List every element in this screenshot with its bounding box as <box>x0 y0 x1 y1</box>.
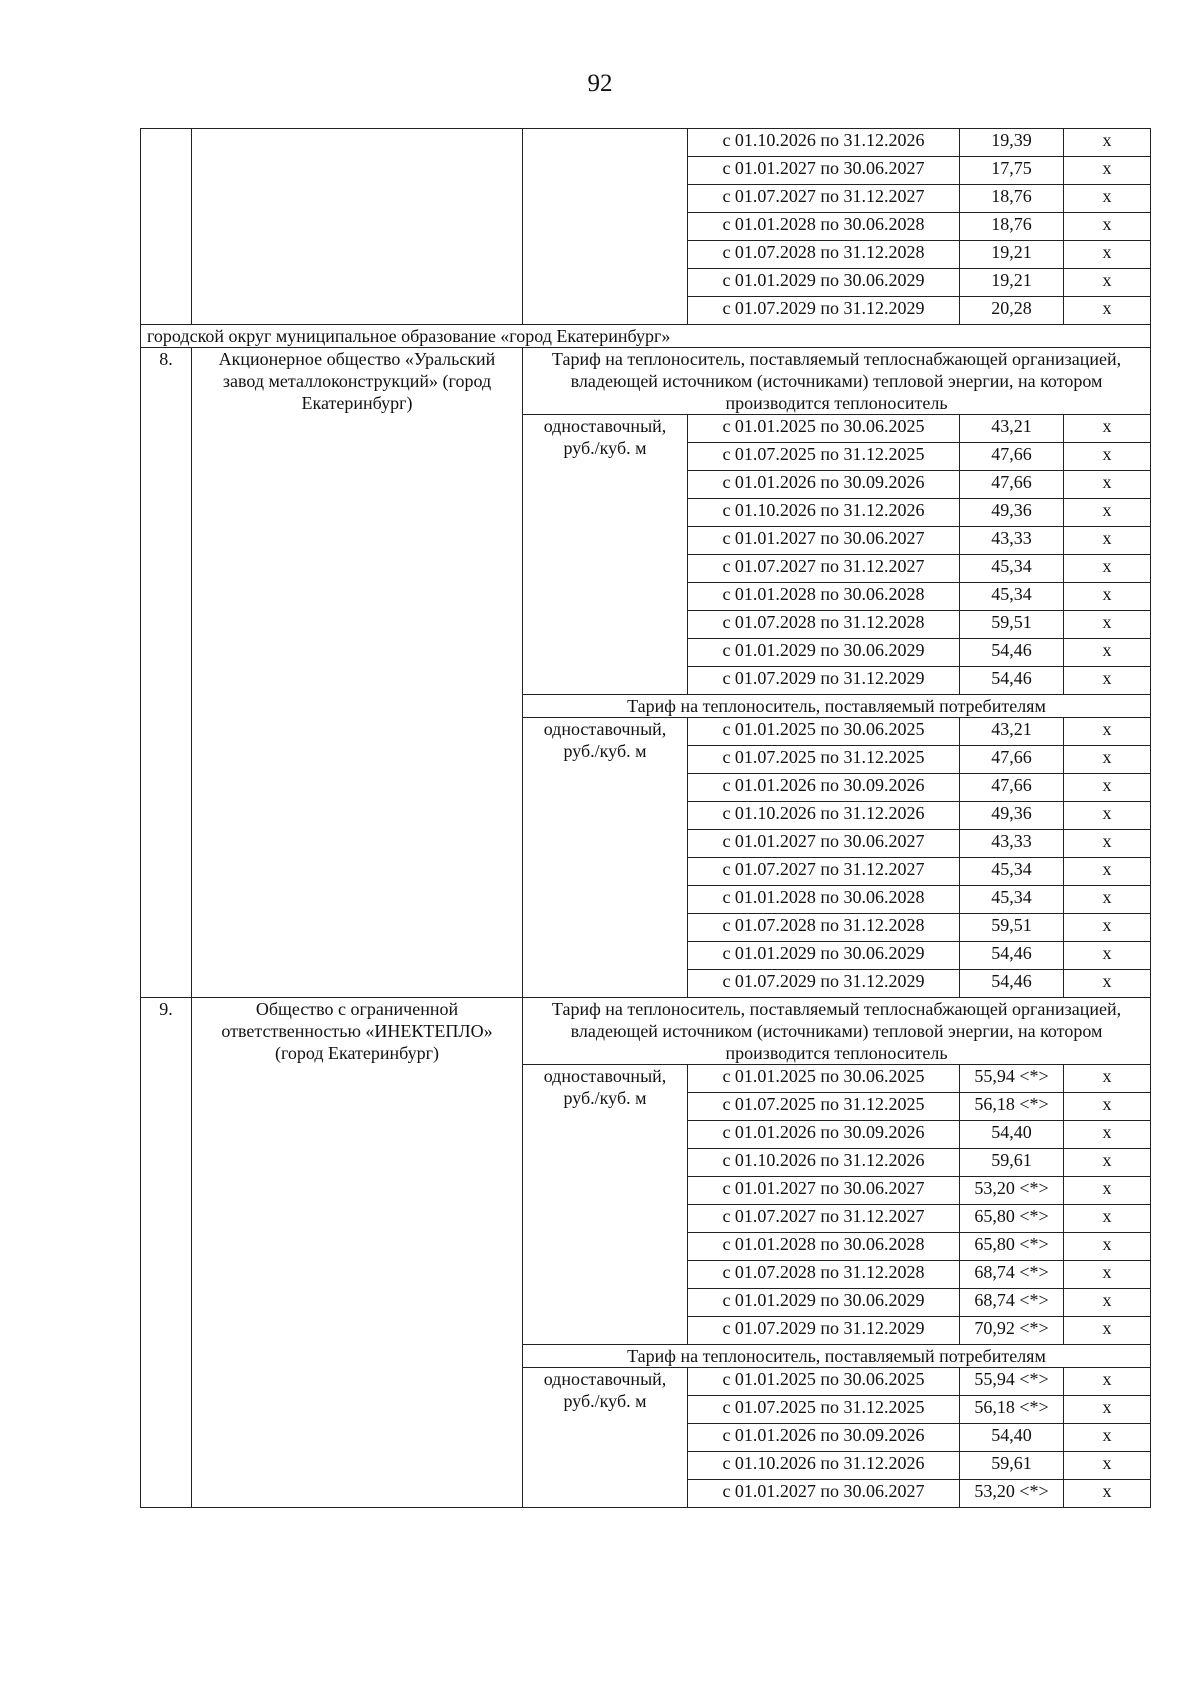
tariff-value-cell: 43,33 <box>960 830 1064 858</box>
period-cell: с 01.07.2029 по 31.12.2029 <box>688 970 960 998</box>
tariff-value-cell: 45,34 <box>960 886 1064 914</box>
mark-cell: x <box>1064 746 1151 774</box>
period-cell: с 01.01.2027 по 30.06.2027 <box>688 1177 960 1205</box>
period-cell: с 01.07.2027 по 31.12.2027 <box>688 555 960 583</box>
period-cell: с 01.07.2028 по 31.12.2028 <box>688 241 960 269</box>
tariff-value-cell: 56,18 <*> <box>960 1093 1064 1121</box>
organization-name: Общество с ограниченной ответственностью «ИНЕКТЕПЛО» (город Екатеринбург) <box>192 998 523 1508</box>
tariff-table <box>140 128 1151 1508</box>
mark-cell: x <box>1064 942 1151 970</box>
tariff-value-cell: 54,40 <box>960 1424 1064 1452</box>
mark-cell: x <box>1064 611 1151 639</box>
tariff-value-cell: 55,94 <*> <box>960 1065 1064 1093</box>
mark-cell: x <box>1064 830 1151 858</box>
tariff-section-header: Тариф на теплоноситель, поставляемый потребителям <box>523 695 1151 718</box>
mark-cell: x <box>1064 185 1151 213</box>
period-cell: с 01.01.2028 по 30.06.2028 <box>688 886 960 914</box>
mark-cell: x <box>1064 1261 1151 1289</box>
period-cell: с 01.01.2027 по 30.06.2027 <box>688 830 960 858</box>
mark-cell: x <box>1064 1121 1151 1149</box>
period-cell: с 01.01.2026 по 30.09.2026 <box>688 471 960 499</box>
table-row <box>141 129 1151 157</box>
tariff-value-cell: 54,46 <box>960 942 1064 970</box>
tariff-value-cell: 65,80 <*> <box>960 1205 1064 1233</box>
entry-number: 9. <box>141 998 192 1508</box>
period-cell: с 01.01.2025 по 30.06.2025 <box>688 1065 960 1093</box>
tariff-value-cell: 45,34 <box>960 858 1064 886</box>
period-cell: с 01.01.2028 по 30.06.2028 <box>688 213 960 241</box>
tariff-value-cell: 59,61 <box>960 1452 1064 1480</box>
mark-cell: x <box>1064 1396 1151 1424</box>
rate-type-cell: одноставочный, руб./куб. м <box>523 1368 688 1508</box>
mark-cell: x <box>1064 858 1151 886</box>
entry-number: 8. <box>141 348 192 998</box>
rate-type-cell: одноставочный, руб./куб. м <box>523 1065 688 1345</box>
period-cell: с 01.07.2027 по 31.12.2027 <box>688 185 960 213</box>
tariff-value-cell: 68,74 <*> <box>960 1289 1064 1317</box>
period-cell: с 01.10.2026 по 31.12.2026 <box>688 1149 960 1177</box>
mark-cell: x <box>1064 1424 1151 1452</box>
mark-cell: x <box>1064 499 1151 527</box>
tariff-value-cell: 47,66 <box>960 746 1064 774</box>
tariff-value-cell: 59,61 <box>960 1149 1064 1177</box>
tariff-section-header: Тариф на теплоноситель, поставляемый теплоснабжающей организацией, владеющей источником (источниками) тепловой энергии, на котором производится теплоноситель <box>523 998 1151 1065</box>
mark-cell: x <box>1064 1289 1151 1317</box>
mark-cell: x <box>1064 667 1151 695</box>
tariff-value-cell: 49,36 <box>960 499 1064 527</box>
region-heading: городской округ муниципальное образование «город Екатеринбург» <box>141 325 1151 348</box>
mark-cell: x <box>1064 415 1151 443</box>
period-cell: с 01.07.2028 по 31.12.2028 <box>688 1261 960 1289</box>
section-header-row <box>141 348 1151 415</box>
period-cell: с 01.01.2026 по 30.09.2026 <box>688 1121 960 1149</box>
period-cell: с 01.07.2025 по 31.12.2025 <box>688 746 960 774</box>
period-cell: с 01.01.2029 по 30.06.2029 <box>688 639 960 667</box>
tariff-value-cell: 53,20 <*> <box>960 1177 1064 1205</box>
period-cell: с 01.01.2027 по 30.06.2027 <box>688 527 960 555</box>
page-number: 92 <box>587 70 613 97</box>
period-cell: с 01.07.2029 по 31.12.2029 <box>688 667 960 695</box>
period-cell: с 01.01.2027 по 30.06.2027 <box>688 157 960 185</box>
mark-cell: x <box>1064 639 1151 667</box>
mark-cell: x <box>1064 129 1151 157</box>
period-cell: с 01.01.2026 по 30.09.2026 <box>688 774 960 802</box>
mark-cell: x <box>1064 1233 1151 1261</box>
tariff-value-cell: 20,28 <box>960 297 1064 325</box>
period-cell: с 01.01.2029 по 30.06.2029 <box>688 269 960 297</box>
mark-cell: x <box>1064 718 1151 746</box>
mark-cell: x <box>1064 1452 1151 1480</box>
tariff-value-cell: 68,74 <*> <box>960 1261 1064 1289</box>
mark-cell: x <box>1064 213 1151 241</box>
mark-cell: x <box>1064 914 1151 942</box>
tariff-value-cell: 18,76 <box>960 185 1064 213</box>
tariff-value-cell: 56,18 <*> <box>960 1396 1064 1424</box>
mark-cell: x <box>1064 1317 1151 1345</box>
tariff-value-cell: 54,46 <box>960 667 1064 695</box>
period-cell: с 01.07.2028 по 31.12.2028 <box>688 914 960 942</box>
period-cell: с 01.07.2025 по 31.12.2025 <box>688 1396 960 1424</box>
tariff-value-cell: 45,34 <box>960 583 1064 611</box>
mark-cell: x <box>1064 443 1151 471</box>
period-cell: с 01.01.2026 по 30.09.2026 <box>688 1424 960 1452</box>
tariff-value-cell: 47,66 <box>960 471 1064 499</box>
period-cell: с 01.10.2026 по 31.12.2026 <box>688 499 960 527</box>
period-cell: с 01.01.2029 по 30.06.2029 <box>688 1289 960 1317</box>
tariff-value-cell: 49,36 <box>960 802 1064 830</box>
tariff-value-cell: 53,20 <*> <box>960 1480 1064 1508</box>
tariff-value-cell: 18,76 <box>960 213 1064 241</box>
rate-type-cell: одноставочный, руб./куб. м <box>523 415 688 695</box>
organization-name: Акционерное общество «Уральский завод металлоконструкций» (город Екатеринбург) <box>192 348 523 998</box>
tariff-value-cell: 55,94 <*> <box>960 1368 1064 1396</box>
mark-cell: x <box>1064 555 1151 583</box>
period-cell: с 01.01.2029 по 30.06.2029 <box>688 942 960 970</box>
mark-cell: x <box>1064 269 1151 297</box>
tariff-value-cell: 59,51 <box>960 914 1064 942</box>
mark-cell: x <box>1064 774 1151 802</box>
mark-cell: x <box>1064 1368 1151 1396</box>
period-cell: с 01.01.2027 по 30.06.2027 <box>688 1480 960 1508</box>
mark-cell: x <box>1064 1177 1151 1205</box>
period-cell: с 01.01.2028 по 30.06.2028 <box>688 1233 960 1261</box>
period-cell: с 01.07.2029 по 31.12.2029 <box>688 1317 960 1345</box>
period-cell: с 01.07.2028 по 31.12.2028 <box>688 611 960 639</box>
mark-cell: x <box>1064 886 1151 914</box>
mark-cell: x <box>1064 1149 1151 1177</box>
tariff-value-cell: 54,40 <box>960 1121 1064 1149</box>
mark-cell: x <box>1064 1205 1151 1233</box>
tariff-value-cell: 59,51 <box>960 611 1064 639</box>
mark-cell: x <box>1064 527 1151 555</box>
region-row <box>141 325 1151 348</box>
tariff-section-header: Тариф на теплоноситель, поставляемый теплоснабжающей организацией, владеющей источником (источниками) тепловой энергии, на котором производится теплоноситель <box>523 348 1151 415</box>
num-cell-empty <box>141 129 192 325</box>
period-cell: с 01.10.2026 по 31.12.2026 <box>688 802 960 830</box>
mark-cell: x <box>1064 471 1151 499</box>
tariff-value-cell: 17,75 <box>960 157 1064 185</box>
mark-cell: x <box>1064 1480 1151 1508</box>
period-cell: с 01.07.2027 по 31.12.2027 <box>688 1205 960 1233</box>
period-cell: с 01.07.2027 по 31.12.2027 <box>688 858 960 886</box>
tariff-value-cell: 54,46 <box>960 970 1064 998</box>
section-header-row <box>141 998 1151 1065</box>
rate-type-cell: одноставочный, руб./куб. м <box>523 718 688 998</box>
tariff-value-cell: 54,46 <box>960 639 1064 667</box>
org-cell-empty <box>192 129 523 325</box>
mark-cell: x <box>1064 970 1151 998</box>
period-cell: с 01.07.2029 по 31.12.2029 <box>688 297 960 325</box>
period-cell: с 01.07.2025 по 31.12.2025 <box>688 1093 960 1121</box>
period-cell: с 01.07.2025 по 31.12.2025 <box>688 443 960 471</box>
period-cell: с 01.01.2025 по 30.06.2025 <box>688 415 960 443</box>
tariff-value-cell: 47,66 <box>960 774 1064 802</box>
mark-cell: x <box>1064 297 1151 325</box>
tariff-value-cell: 19,39 <box>960 129 1064 157</box>
period-cell: с 01.10.2026 по 31.12.2026 <box>688 1452 960 1480</box>
tariff-value-cell: 19,21 <box>960 269 1064 297</box>
mark-cell: x <box>1064 241 1151 269</box>
period-cell: с 01.10.2026 по 31.12.2026 <box>688 129 960 157</box>
mark-cell: x <box>1064 1065 1151 1093</box>
tariff-value-cell: 19,21 <box>960 241 1064 269</box>
mark-cell: x <box>1064 1093 1151 1121</box>
tariff-value-cell: 43,21 <box>960 718 1064 746</box>
tariff-table-body <box>141 129 1151 1508</box>
period-cell: с 01.01.2028 по 30.06.2028 <box>688 583 960 611</box>
tariff-value-cell: 43,33 <box>960 527 1064 555</box>
rate-type-cell-empty <box>523 129 688 325</box>
period-cell: с 01.01.2025 по 30.06.2025 <box>688 718 960 746</box>
period-cell: с 01.01.2025 по 30.06.2025 <box>688 1368 960 1396</box>
tariff-value-cell: 45,34 <box>960 555 1064 583</box>
mark-cell: x <box>1064 157 1151 185</box>
tariff-value-cell: 47,66 <box>960 443 1064 471</box>
tariff-value-cell: 43,21 <box>960 415 1064 443</box>
mark-cell: x <box>1064 802 1151 830</box>
tariff-section-header: Тариф на теплоноситель, поставляемый потребителям <box>523 1345 1151 1368</box>
tariff-value-cell: 65,80 <*> <box>960 1233 1064 1261</box>
tariff-value-cell: 70,92 <*> <box>960 1317 1064 1345</box>
mark-cell: x <box>1064 583 1151 611</box>
